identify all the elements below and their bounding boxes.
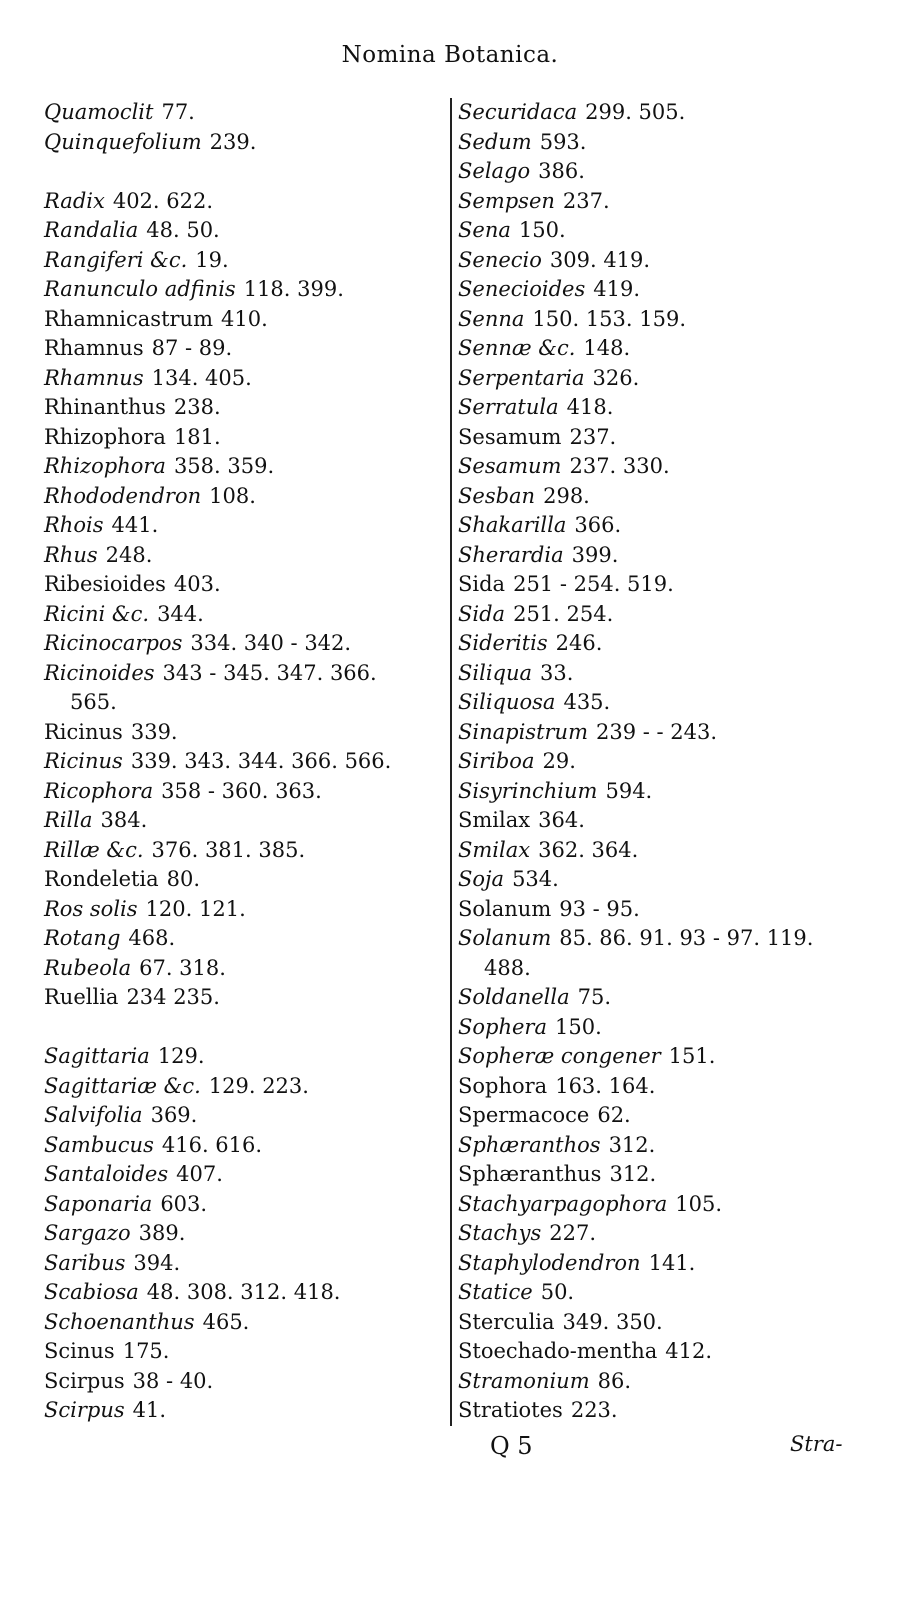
entry-page-refs: 362. 364. <box>538 837 639 862</box>
index-entry <box>44 1278 434 1308</box>
entry-page-refs: 48. 308. 312. 418. <box>146 1280 341 1304</box>
entry-page-refs: 237. <box>569 424 617 449</box>
index-entry <box>44 806 434 836</box>
index-entry <box>458 1190 878 1220</box>
index-entry <box>44 1367 434 1397</box>
index-entry <box>458 1101 878 1131</box>
index-entry <box>458 216 878 246</box>
entry-name: Ricinus <box>44 749 123 773</box>
index-entry <box>458 806 878 836</box>
entry-name: Siliqua <box>458 660 533 685</box>
entry-name: Salvifolia <box>44 1103 143 1127</box>
entry-name: Siriboa <box>458 749 535 773</box>
entry-name: Senecio <box>458 247 542 272</box>
entry-page-refs: 150. <box>554 1014 602 1039</box>
entry-name: Sopheræ congener <box>458 1044 661 1068</box>
entry-name: Smilax <box>458 837 531 862</box>
index-entry <box>44 747 434 777</box>
entry-name: Rhizophora <box>44 454 166 478</box>
index-entry <box>44 246 434 276</box>
entry-page-refs: 343 - 345. 347. 366. <box>162 660 377 685</box>
index-entry <box>44 423 434 453</box>
entry-page-refs: 85. 86. 91. 93 - 97. 119. <box>559 926 814 950</box>
entry-page-refs: 369. <box>150 1103 198 1127</box>
entry-name: Ros solis <box>44 896 138 921</box>
entry-page-refs: 175. <box>122 1339 170 1363</box>
index-entry <box>458 246 878 276</box>
entry-name: Sophora <box>458 1073 548 1098</box>
entry-page-refs: 298. <box>543 483 590 508</box>
entry-name: Siliquosa <box>458 690 556 714</box>
entry-page-refs: 339. 343. 344. 366. 566. <box>130 749 392 773</box>
entry-page-refs: 19. <box>195 247 229 272</box>
index-entry <box>458 718 878 748</box>
entry-page-refs: 565. <box>70 690 117 714</box>
index-entry <box>44 305 434 335</box>
entry-name: Randalia <box>44 218 139 242</box>
entry-page-refs: 410. <box>220 306 268 331</box>
index-entry <box>44 1337 434 1367</box>
entry-page-refs: 603. <box>160 1191 208 1216</box>
entry-page-refs: 148. <box>583 336 631 360</box>
entry-page-refs: 227. <box>549 1221 597 1245</box>
entry-page-refs: 594. <box>605 778 653 803</box>
entry-page-refs: 435. <box>563 690 611 714</box>
index-entry <box>458 1337 878 1367</box>
entry-name: Rhizophora <box>44 424 166 449</box>
entry-name: Ranunculo adfinis <box>44 277 236 301</box>
entry-page-refs: 238. <box>173 395 221 419</box>
index-entry <box>458 865 878 895</box>
index-entry <box>44 275 434 305</box>
entry-name: Scirpus <box>44 1368 125 1393</box>
entry-page-refs: 364. <box>538 808 585 832</box>
entry-name: Sida <box>458 572 506 596</box>
entry-page-refs: 239. <box>209 129 257 154</box>
index-entry <box>458 364 878 394</box>
entry-name: Soja <box>458 867 505 891</box>
index-entry <box>44 541 434 571</box>
entry-name: Ruellia <box>44 985 119 1009</box>
index-entry <box>44 865 434 895</box>
index-entry <box>44 954 434 984</box>
entry-name: Staphylodendron <box>458 1250 641 1275</box>
entry-page-refs: 389. <box>138 1221 186 1245</box>
entry-page-refs: 129. 223. <box>208 1073 309 1098</box>
entry-page-refs: 237. 330. <box>569 454 670 478</box>
index-entry <box>44 629 434 659</box>
entry-name: Ricinus <box>44 719 123 744</box>
entry-name: Schoenanthus <box>44 1309 195 1334</box>
entry-page-refs: 237. <box>562 188 610 213</box>
entry-name: Spermacoce <box>458 1103 590 1127</box>
entry-page-refs: 412. <box>665 1339 712 1363</box>
entry-page-refs: 309. 419. <box>549 247 651 272</box>
index-entry <box>458 1278 878 1308</box>
entry-name: Stratiotes <box>458 1398 563 1422</box>
entry-page-refs: 105. <box>675 1191 723 1216</box>
index-entry <box>44 187 434 217</box>
entry-page-refs: 87 - 89. <box>151 336 233 360</box>
entry-name: Saponaria <box>44 1191 153 1216</box>
index-entry <box>44 924 434 954</box>
catchword: Stra- <box>790 1432 843 1456</box>
entry-page-refs: 134. 405. <box>151 365 252 390</box>
index-entry <box>458 334 878 364</box>
entry-page-refs: 326. <box>592 365 640 390</box>
index-entry <box>44 895 434 925</box>
entry-page-refs: 75. <box>577 985 612 1009</box>
index-entry <box>458 1308 878 1338</box>
entry-page-refs: 67. 318. <box>139 955 226 980</box>
entry-page-refs: 251. 254. <box>513 601 614 626</box>
index-entry <box>458 836 878 866</box>
entry-name: Scinus <box>44 1339 115 1363</box>
entry-page-refs: 394. <box>133 1250 181 1275</box>
index-entry <box>44 1160 434 1190</box>
index-entry <box>44 1190 434 1220</box>
entry-page-refs: 86. <box>597 1368 632 1393</box>
entry-name: Senecioides <box>458 277 586 301</box>
entry-name: Ricophora <box>44 778 154 803</box>
entry-page-refs: 376. 381. 385. <box>151 837 306 862</box>
entry-page-refs: 62. <box>597 1103 631 1127</box>
index-entry <box>44 1042 434 1072</box>
index-entry <box>458 600 878 630</box>
index-entry <box>458 570 878 600</box>
index-entry <box>458 629 878 659</box>
index-entry <box>458 1396 878 1426</box>
entry-page-refs: 150. 153. 159. <box>532 306 687 331</box>
entry-page-refs: 418. <box>566 395 614 419</box>
entry-page-refs: 29. <box>542 749 576 773</box>
index-entry <box>44 983 434 1013</box>
entry-page-refs: 251 - 254. 519. <box>513 572 674 596</box>
entry-page-refs: 312. <box>608 1132 656 1157</box>
entry-page-refs: 108. <box>209 483 256 508</box>
entry-page-refs: 488. <box>484 955 531 980</box>
entry-name: Rhamnicastrum <box>44 306 213 331</box>
entry-page-refs: 50. <box>540 1280 575 1304</box>
index-entry <box>44 659 434 689</box>
entry-name: Solanum <box>458 896 552 921</box>
entry-name: Sideritis <box>458 631 548 655</box>
index-entry <box>44 1131 434 1161</box>
index-column-left <box>44 98 434 1426</box>
index-entry <box>44 688 434 718</box>
entry-name: Sargazo <box>44 1221 131 1245</box>
entry-name: Sphæranthus <box>458 1162 602 1186</box>
entry-page-refs: 118. 399. <box>243 277 344 301</box>
entry-name: Ricini &c. <box>44 601 150 626</box>
index-entry <box>44 334 434 364</box>
entry-page-refs: 384. <box>100 808 148 832</box>
index-entry <box>458 511 878 541</box>
entry-page-refs: 358 - 360. 363. <box>161 778 322 803</box>
entry-page-refs: 349. 350. <box>562 1309 663 1334</box>
index-entry <box>44 452 434 482</box>
index-entry <box>44 393 434 423</box>
index-entry <box>458 275 878 305</box>
entry-name: Serpentaria <box>458 365 585 390</box>
index-entry <box>458 924 878 954</box>
entry-name: Rilla <box>44 808 93 832</box>
entry-page-refs: 593. <box>539 129 587 154</box>
index-entry <box>458 305 878 335</box>
entry-name: Rhois <box>44 513 104 537</box>
entry-name: Rhamnus <box>44 336 144 360</box>
entry-name: Saribus <box>44 1250 126 1275</box>
entry-name: Smilax <box>458 808 531 832</box>
entry-page-refs: 41. <box>132 1398 167 1422</box>
entry-page-refs: 120. 121. <box>145 896 246 921</box>
index-entry <box>44 1101 434 1131</box>
entry-page-refs: 399. <box>571 542 619 567</box>
entry-name: Stramonium <box>458 1368 590 1393</box>
entry-page-refs: 407. <box>176 1162 223 1186</box>
entry-page-refs: 441. <box>111 513 159 537</box>
entry-name: Sagittaria <box>44 1044 150 1068</box>
entry-name: Stachys <box>458 1221 542 1245</box>
entry-name: Rhododendron <box>44 483 202 508</box>
entry-page-refs: 38 - 40. <box>132 1368 214 1393</box>
index-entry <box>458 452 878 482</box>
index-gap <box>44 1013 434 1043</box>
entry-page-refs: 223. <box>570 1398 618 1422</box>
index-entry <box>458 1219 878 1249</box>
entry-name: Sennæ &c. <box>458 336 576 360</box>
entry-name: Rillæ &c. <box>44 837 144 862</box>
entry-name: Sempsen <box>458 188 555 213</box>
entry-name: Serratula <box>458 395 559 419</box>
index-entry <box>44 1396 434 1426</box>
entry-name: Rotang <box>44 926 121 950</box>
index-entry <box>44 511 434 541</box>
entry-name: Ribesioides <box>44 572 166 596</box>
entry-page-refs: 334. 340 - 342. <box>190 631 352 655</box>
entry-name: Sphæranthos <box>458 1132 601 1157</box>
index-entry <box>44 1072 434 1102</box>
entry-name: Scirpus <box>44 1398 125 1422</box>
entry-page-refs: 141. <box>648 1250 696 1275</box>
entry-name: Solanum <box>458 926 552 950</box>
index-entry <box>458 393 878 423</box>
index-entry <box>458 747 878 777</box>
entry-page-refs: 181. <box>173 424 221 449</box>
index-entry <box>44 1249 434 1279</box>
index-entry <box>44 128 434 158</box>
entry-page-refs: 246. <box>555 631 603 655</box>
entry-page-refs: 299. 505. <box>585 100 686 124</box>
entry-name: Sagittariæ &c. <box>44 1073 201 1098</box>
entry-name: Sisyrinchium <box>458 778 598 803</box>
index-entry <box>458 1042 878 1072</box>
index-entry <box>458 423 878 453</box>
entry-page-refs: 150. <box>518 218 566 242</box>
index-entry <box>458 1249 878 1279</box>
entry-name: Senna <box>458 306 525 331</box>
index-entry <box>458 777 878 807</box>
index-entry <box>44 482 434 512</box>
entry-page-refs: 366. <box>574 513 622 537</box>
entry-name: Rangiferi &c. <box>44 247 188 272</box>
entry-name: Stachyarpagophora <box>458 1191 668 1216</box>
entry-name: Rubeola <box>44 955 132 980</box>
entry-name: Sesamum <box>458 454 562 478</box>
entry-name: Sida <box>458 601 506 626</box>
index-entry <box>44 1308 434 1338</box>
entry-page-refs: 234 235. <box>126 985 220 1009</box>
entry-name: Statice <box>458 1280 533 1304</box>
entry-page-refs: 344. <box>157 601 204 626</box>
entry-page-refs: 534. <box>512 867 559 891</box>
index-entry <box>458 157 878 187</box>
entry-page-refs: 419. <box>593 277 641 301</box>
entry-name: Rondeletia <box>44 867 159 891</box>
entry-name: Rhinanthus <box>44 395 166 419</box>
signature-mark: Q 5 <box>490 1432 533 1460</box>
entry-name: Sena <box>458 218 511 242</box>
index-entry <box>458 1072 878 1102</box>
entry-name: Scabiosa <box>44 1280 139 1304</box>
entry-page-refs: 239 - - 243. <box>596 719 718 744</box>
entry-page-refs: 312. <box>609 1162 657 1186</box>
entry-page-refs: 151. <box>668 1044 716 1068</box>
entry-name: Sesban <box>458 483 536 508</box>
index-entry <box>458 954 878 984</box>
entry-page-refs: 416. 616. <box>161 1132 263 1157</box>
index-entry <box>44 777 434 807</box>
index-entry <box>44 718 434 748</box>
index-entry <box>458 1131 878 1161</box>
entry-name: Sambucus <box>44 1132 154 1157</box>
entry-name: Ricinoides <box>44 660 155 685</box>
entry-page-refs: 339. <box>130 719 178 744</box>
entry-page-refs: 465. <box>202 1309 250 1334</box>
entry-name: Soldanella <box>458 985 570 1009</box>
entry-page-refs: 93 - 95. <box>559 896 640 921</box>
index-entry <box>458 482 878 512</box>
entry-page-refs: 129. <box>157 1044 205 1068</box>
index-entry <box>458 659 878 689</box>
entry-name: Radix <box>44 188 105 213</box>
index-entry <box>44 1219 434 1249</box>
entry-name: Securidaca <box>458 100 578 124</box>
index-entry <box>44 216 434 246</box>
index-entry <box>458 128 878 158</box>
entry-page-refs: 386. <box>538 159 585 183</box>
index-entry <box>458 688 878 718</box>
index-entry <box>458 541 878 571</box>
index-entry <box>44 600 434 630</box>
index-entry <box>44 364 434 394</box>
entry-page-refs: 48. 50. <box>146 218 220 242</box>
index-entry <box>458 1367 878 1397</box>
entry-name: Quinquefolium <box>44 129 202 154</box>
index-entry <box>458 98 878 128</box>
entry-page-refs: 33. <box>540 660 574 685</box>
page-title: Nomina Botanica. <box>341 42 559 68</box>
entry-page-refs: 402. 622. <box>112 188 214 213</box>
index-gap <box>44 157 434 187</box>
entry-name: Shakarilla <box>458 513 567 537</box>
entry-page-refs: 358. 359. <box>173 454 275 478</box>
entry-page-refs: 468. <box>128 926 176 950</box>
entry-name: Sherardia <box>458 542 564 567</box>
entry-name: Sterculia <box>458 1309 555 1334</box>
entry-name: Ricinocarpos <box>44 631 183 655</box>
entry-name: Rhus <box>44 542 98 567</box>
index-column-right <box>450 98 878 1426</box>
entry-name: Sophera <box>458 1014 547 1039</box>
index-entry <box>44 836 434 866</box>
entry-name: Sedum <box>458 129 532 154</box>
index-entry <box>458 895 878 925</box>
entry-page-refs: 77. <box>161 100 195 124</box>
index-entry <box>44 98 434 128</box>
entry-page-refs: 248. <box>105 542 153 567</box>
entry-name: Rhamnus <box>44 365 144 390</box>
index-entry <box>458 1013 878 1043</box>
entry-page-refs: 163. 164. <box>555 1073 656 1098</box>
entry-name: Sesamum <box>458 424 562 449</box>
entry-page-refs: 403. <box>173 572 221 596</box>
entry-name: Stoechado-mentha <box>458 1339 658 1363</box>
entry-name: Quamoclit <box>44 100 154 124</box>
entry-name: Santaloides <box>44 1162 169 1186</box>
index-entry <box>44 570 434 600</box>
entry-name: Sinapistrum <box>458 719 588 744</box>
entry-page-refs: 80. <box>166 867 201 891</box>
entry-name: Selago <box>458 159 531 183</box>
index-entry <box>458 1160 878 1190</box>
index-entry <box>458 187 878 217</box>
index-entry <box>458 983 878 1013</box>
